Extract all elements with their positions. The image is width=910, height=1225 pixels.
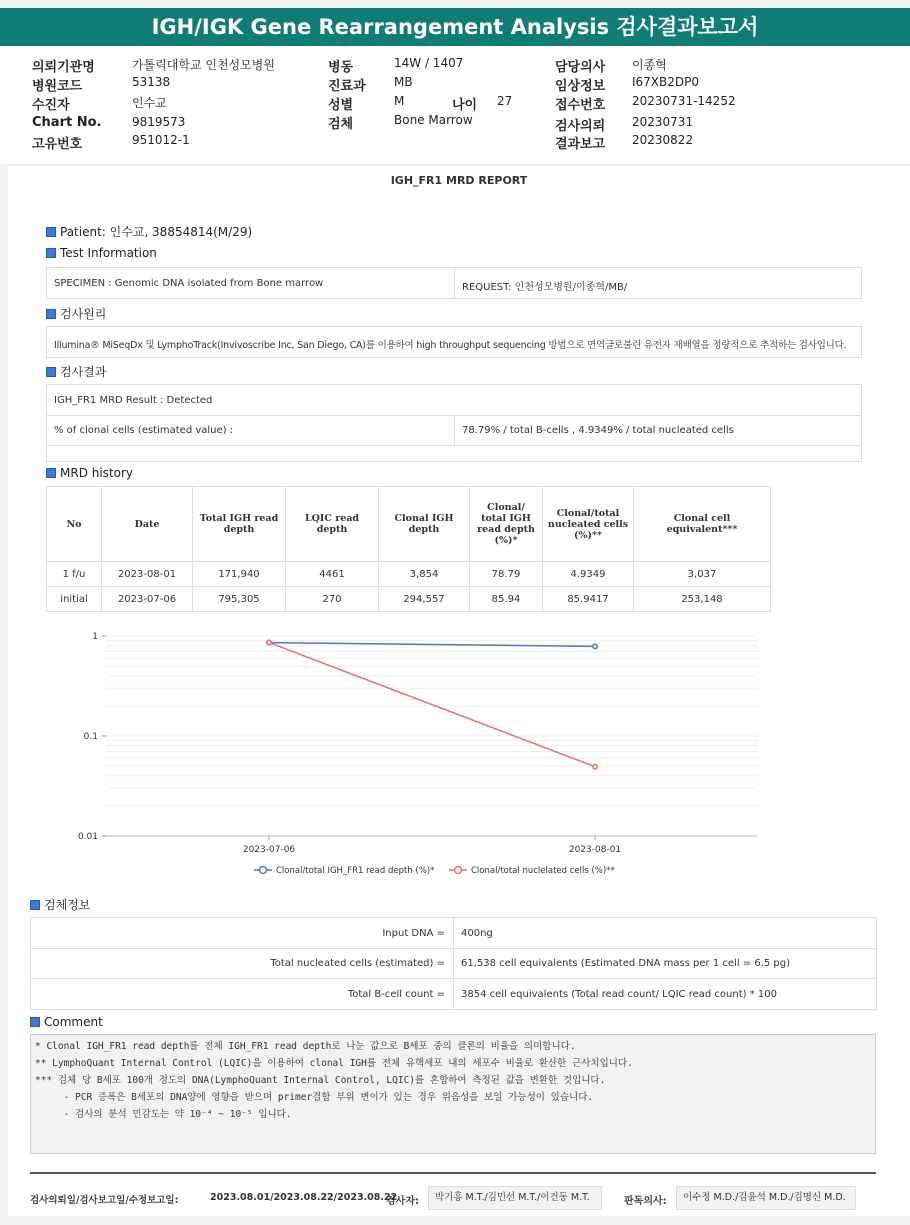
label-patient-name: 수진자: [32, 98, 70, 113]
nucleated-cells-label: Total nucleated cells (estimated) =: [270, 958, 445, 969]
value-department: MB: [394, 75, 413, 89]
value-age: 27: [497, 94, 513, 108]
data-point: [593, 644, 597, 648]
table-cell: 253,148: [634, 587, 771, 612]
input-dna-value: 400ng: [461, 928, 493, 939]
comment-line: ** LymphoQuant Internal Control (LQIC)을 이용하여 clonal IGH를 전체 유핵세포 내의 세포수 비율로 환산한 근사치입니다.: [35, 1058, 633, 1069]
clonal-cells-label: % of clonal cells (estimated value) :: [54, 425, 234, 436]
request-text: REQUEST: 인천성모병원/이종혁/MB/: [462, 282, 628, 293]
label-clinical-info: 임상정보: [555, 79, 606, 94]
mrd-history-table: [46, 486, 771, 612]
table-row: [47, 562, 771, 587]
label-age: 나이: [452, 98, 478, 113]
legend-label-1: Clonal/total IGH_FR1 read depth (%)*: [276, 866, 435, 876]
comment-line: *** 검체 당 B세포 100개 정도의 DNA(LymphoQuant Internal Control, LQIC)를 혼합하여 측정된 값을 변환한 것입니다.: [35, 1075, 606, 1086]
legend-marker: [455, 867, 462, 874]
nucleated-cells-value: 61,538 cell equivalents (Estimated DNA mass per 1 cell = 6.5 pg): [461, 958, 791, 969]
principle-heading: 검사원리: [46, 305, 106, 322]
value-institution: 가톨릭대학교 인천성모병원: [132, 58, 275, 72]
specimen-info-box: [30, 917, 877, 1010]
data-point: [593, 764, 597, 768]
value-hospital-code: 53138: [132, 75, 171, 89]
table-cell: 4.9349: [543, 562, 634, 587]
label-sex: 성별: [328, 98, 354, 113]
series-line-2: [269, 643, 595, 767]
comment-box: [30, 1034, 876, 1154]
test-info-heading: Test Information: [46, 246, 157, 260]
table-cell: initial: [47, 587, 102, 612]
label-chart-no: Chart No.: [32, 115, 102, 130]
y-tick-label: 1: [92, 632, 98, 642]
table-cell: 270: [286, 587, 379, 612]
bullet-icon: [46, 367, 56, 377]
col-header: Date: [102, 487, 193, 562]
table-cell: 2023-08-01: [102, 562, 193, 587]
bullet-icon: [46, 227, 56, 237]
report-footer: [30, 1172, 876, 1207]
y-tick-label: 0.01: [77, 832, 98, 842]
legend-label-2: Clonal/total nuclelated cells (%)**: [471, 866, 615, 876]
data-point: [267, 640, 271, 644]
table-cell: 78.79: [470, 562, 543, 587]
table-cell: 2023-07-06: [102, 587, 193, 612]
report-page: [8, 166, 910, 1216]
tester-label: 검사자:: [386, 1196, 419, 1207]
patient-line: Patient: 인수교, 38854814(M/29): [46, 223, 252, 240]
comment-line: * Clonal IGH_FR1 read depth를 전체 IGH_FR1 read depth로 나눈 값으로 B세포 중의 클론의 비율을 의미합니다.: [35, 1041, 576, 1052]
label-physician: 담당의사: [555, 60, 606, 75]
table-cell: 1 f/u: [47, 562, 102, 587]
result-heading: 검사결과: [46, 363, 106, 380]
patient-header: [0, 46, 910, 164]
tester-value: 박기홍 M.T./김민선 M.T./이건동 M.T.: [428, 1186, 602, 1210]
label-receipt-no: 접수번호: [555, 98, 606, 113]
reader-value: 이수정 M.D./김윤석 M.D./김명신 M.D.: [676, 1186, 856, 1210]
principle-text: Illumina® MiSeqDx 및 LymphoTrack(Invivoscribe Inc, San Diego, CA)를 이용하여 high throughput sequencing 방법으로 면역글로불린 유전자 재배열을 정량적으로 추적하는 검사입니다.: [54, 340, 847, 351]
value-request-date: 20230731: [632, 115, 694, 129]
principle-box: [46, 326, 862, 358]
mrd-result: IGH_FR1 MRD Result : Detected: [54, 395, 213, 406]
col-header: Clonal cell equivalent***: [634, 487, 771, 562]
test-info-box: [46, 267, 862, 299]
label-department: 진료과: [328, 79, 366, 94]
input-dna-label: Input DNA =: [382, 928, 445, 939]
col-header: Total IGH read depth: [193, 487, 286, 562]
bullet-icon: [30, 900, 40, 910]
legend-marker: [260, 867, 267, 874]
result-box: [46, 384, 862, 462]
bullet-icon: [46, 248, 56, 258]
comment-heading: Comment: [30, 1015, 103, 1029]
label-specimen: 검체: [328, 117, 354, 132]
specimen-text: SPECIMEN : Genomic DNA isolated from Bone marrow: [54, 278, 324, 289]
col-header: LQIC read depth: [286, 487, 379, 562]
comment-line: - 검사의 분석 민감도는 약 10⁻⁴ ~ 10⁻⁵ 입니다.: [35, 1109, 292, 1120]
label-institution: 의뢰기관명: [32, 60, 95, 75]
table-cell: 3,854: [379, 562, 470, 587]
value-ward: 14W / 1407: [394, 56, 464, 70]
report-title: IGH/IGK Gene Rearrangement Analysis 검사결과보고서: [0, 8, 910, 46]
value-sex: M: [394, 94, 405, 108]
value-unique-no: 951012-1: [132, 133, 190, 147]
label-hospital-code: 병원코드: [32, 79, 83, 94]
table-cell: 795,305: [193, 587, 286, 612]
table-cell: 85.94: [470, 587, 543, 612]
bullet-icon: [46, 309, 56, 319]
dates-label: 검사의뢰일/검사보고일/수정보고일:: [30, 1195, 179, 1206]
value-receipt-no: 20230731-14252: [632, 94, 736, 108]
y-tick-label: 0.1: [83, 732, 98, 742]
value-specimen: Bone Marrow: [394, 113, 473, 127]
label-unique-no: 고유번호: [32, 137, 83, 152]
value-report-date: 20230822: [632, 133, 694, 147]
table-cell: 171,940: [193, 562, 286, 587]
table-cell: 4461: [286, 562, 379, 587]
reader-label: 판독의사:: [624, 1196, 667, 1207]
label-report-date: 결과보고: [555, 137, 606, 152]
dates-value: 2023.08.01/2023.08.22/2023.08.22: [210, 1192, 398, 1203]
mrd-line-chart: [58, 622, 798, 876]
table-row: [47, 587, 771, 612]
col-header: Clonal/total nucleated cells (%)**: [543, 487, 634, 562]
label-ward: 병동: [328, 60, 354, 75]
col-header: Clonal/ total IGH read depth (%)*: [470, 487, 543, 562]
label-request-date: 검사의뢰: [555, 119, 606, 134]
x-tick-label: 2023-07-06: [242, 845, 296, 855]
col-header: No: [47, 487, 102, 562]
bullet-icon: [30, 1017, 40, 1027]
table-cell: 85.9417: [543, 587, 634, 612]
value-clinical-info: I67XB2DP0: [632, 75, 700, 89]
comment-line: - PCR 증폭은 B세포의 DNA양에 영향을 받으며 primer결합 부위 변이가 있는 경우 위음성을 보일 가능성이 있습니다.: [35, 1092, 594, 1103]
specimen-info-heading: 검체정보: [30, 896, 90, 913]
value-chart-no: 9819573: [132, 115, 186, 129]
bcell-count-value: 3854 cell equivalents (Total read count/ LQIC read count) * 100: [461, 989, 777, 1000]
table-cell: 294,557: [379, 587, 470, 612]
x-tick-label: 2023-08-01: [568, 845, 622, 855]
bcell-count-label: Total B-cell count =: [347, 989, 445, 1000]
mrd-report-title: IGH_FR1 MRD REPORT: [390, 174, 528, 187]
history-heading: MRD history: [46, 466, 133, 480]
col-header: Clonal IGH depth: [379, 487, 470, 562]
value-physician: 이종혁: [632, 58, 667, 72]
clonal-cells-value: 78.79% / total B-cells , 4.9349% / total nucleated cells: [462, 425, 734, 436]
value-patient-name: 인수교: [132, 96, 167, 110]
bullet-icon: [46, 468, 56, 478]
table-cell: 3,037: [634, 562, 771, 587]
